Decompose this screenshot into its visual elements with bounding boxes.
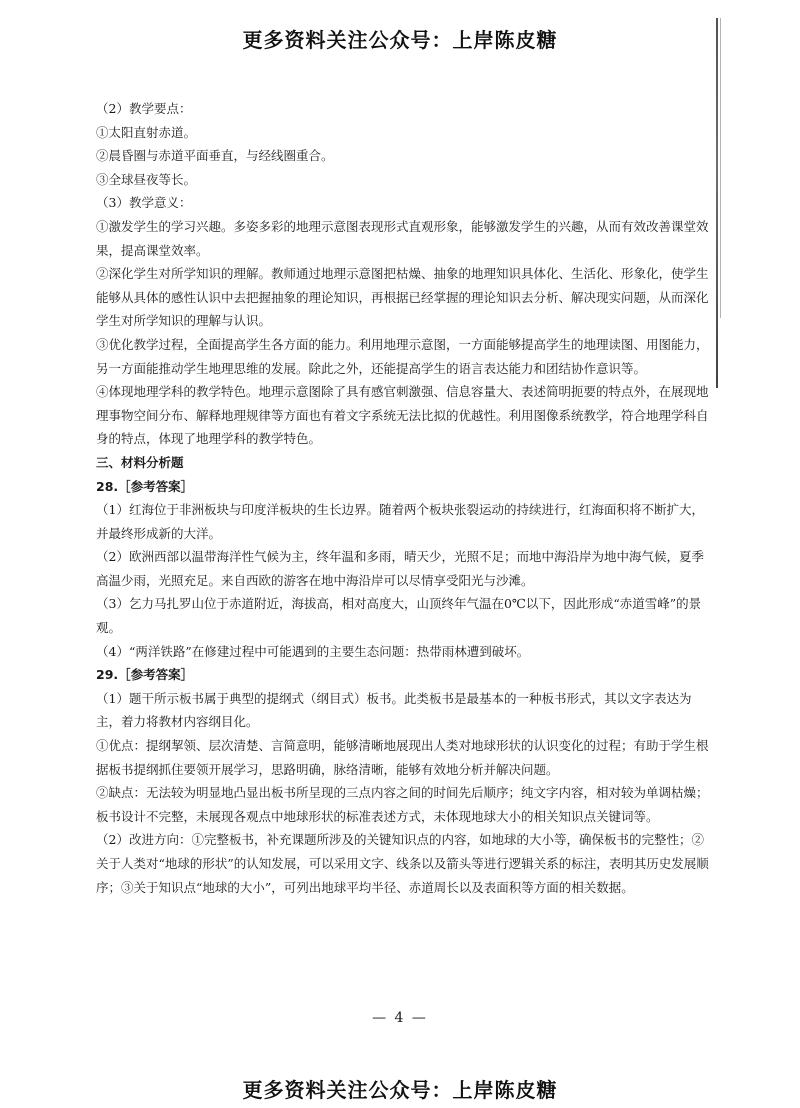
paragraph: （2）改进方向：①完整板书，补充课题所涉及的关键知识点的内容，如地球的大小等，确保板书的完整性；②关于人类对“地球的形状”的认知发展，可以采用文字、线条以及箭头等进行逻辑关系的标注，表明其历史发展顺序；③关于知识点“地球的大小”，可列出地球平均半径、赤道周长以及表面积等方面的相关数据。 xyxy=(96,832,709,895)
paragraph: （3）教学意义： xyxy=(96,195,192,211)
question-28-label: 28.［参考答案］ xyxy=(96,478,194,494)
paragraph: ①优点：提纲挈领、层次清楚、言简意明，能够清晰地展现出人类对地球形状的认识变化的过程；有助于学生根据板书提纲抓住要领开展学习，思路明确，脉络清晰，能够有效地分析并解决问题。 xyxy=(96,738,709,777)
section-title: 三、材料分析题 xyxy=(96,454,184,470)
paragraph: （4）“两洋铁路”在修建过程中可能遇到的主要生态问题：热带雨林遭到破坏。 xyxy=(96,643,530,659)
page-number: — 4 — xyxy=(372,1010,428,1026)
paragraph: （3）乞力马扎罗山位于赤道附近，海拔高，相对高度大，山顶终年气温在0℃以下，因此形成“赤道雪峰”的景观。 xyxy=(96,596,702,636)
scan-edge-line-secondary xyxy=(720,18,721,318)
paragraph: ②深化学生对所学知识的理解。教师通过地理示意图把枯燥、抽象的地理知识具体化、生活化、形象化，使学生能够从具体的感性认识中去把握抽象的理论知识，再根据已经掌握的理论知识去分析、解决现实问题，从而深化学生对所学知识的理解与认识。 xyxy=(96,266,709,329)
footer-banner: 更多资料关注公众号：上岸陈皮糖 xyxy=(242,1078,558,1102)
paragraph: （2）欧洲西部以温带海洋性气候为主，终年温和多雨，晴天少，光照不足；而地中海沿岸为地中海气候，夏季高温少雨，光照充足。来自西欧的游客在地中海沿岸可以尽情享受阳光与沙滩。 xyxy=(96,549,704,588)
paragraph: （1）题干所示板书属于典型的提纲式（纲目式）板书。此类板书是最基本的一种板书形式，其以文字表达为主，着力将教材内容纲目化。 xyxy=(96,690,692,730)
scan-edge-line xyxy=(716,18,718,388)
paragraph: ④体现地理学科的教学特色。地理示意图除了具有感官刺激强、信息容量大、表述简明扼要的特点外，在展现地理事物空间分布、解释地理规律等方面也有着文字系统无法比拟的优越性。利用图像系统教学，符合地理学科自身的特点，体现了地理学科的教学特色。 xyxy=(96,384,709,447)
paragraph: ③优化教学过程，全面提高学生各方面的能力。利用地理示意图，一方面能够提高学生的地理读图、用图能力，另一方面能推动学生地理思维的发展。除此之外，还能提高学生的语言表达能力和团结协作意识等。 xyxy=(96,336,709,376)
paragraph: ③全球昼夜等长。 xyxy=(96,171,197,187)
page-body xyxy=(96,97,716,899)
paragraph: （1）红海位于非洲板块与印度洋板块的生长边界。随着两个板块张裂运动的持续进行，红海面积将不断扩大，并最终形成新的大洋。 xyxy=(96,502,704,541)
header-banner: 更多资料关注公众号：上岸陈皮糖 xyxy=(242,28,558,52)
paragraph: ①激发学生的学习兴趣。多姿多彩的地理示意图表现形式直观形象，能够激发学生的兴趣，从而有效改善课堂效果，提高课堂效率。 xyxy=(96,218,709,258)
paragraph: ②缺点：无法较为明显地凸显出板书所呈现的三点内容之间的时间先后顺序；纯文字内容，相对较为单调枯燥；板书设计不完整，未展现各观点中地球形状的标准表述方式，未体现地球大小的相关知识点关键词等。 xyxy=(96,785,709,824)
question-29-label: 29.［参考答案］ xyxy=(96,667,194,683)
paragraph: ①太阳直射赤道。 xyxy=(96,124,197,140)
paragraph: （2）教学要点： xyxy=(96,101,192,116)
paragraph: ②晨昏圈与赤道平面垂直，与经线圈重合。 xyxy=(96,148,334,164)
